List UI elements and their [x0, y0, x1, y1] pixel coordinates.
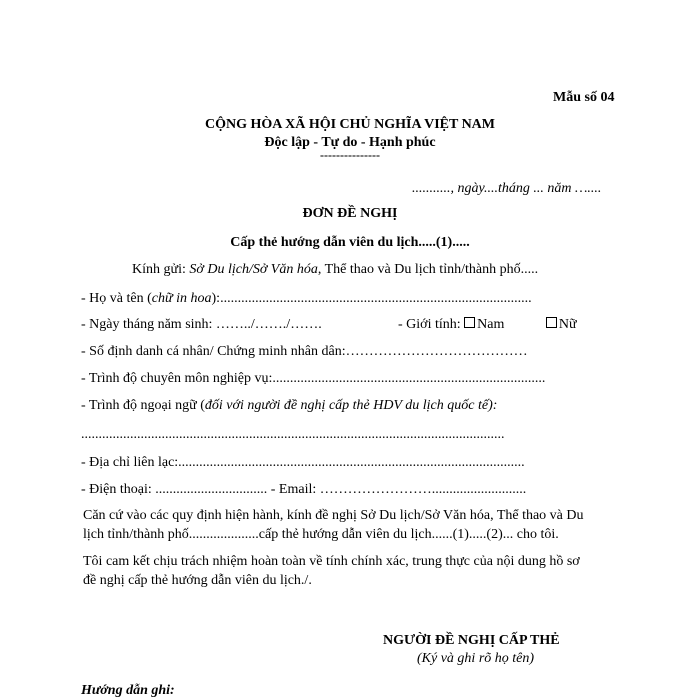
id-field: - Số định danh cá nhân/ Chứng minh nhân dân:…………………………………: [81, 344, 528, 359]
addressee-recipient: Sở Du lịch/Sở Văn hóa: [189, 262, 318, 277]
gender-label: - Giới tính:: [398, 317, 461, 332]
name-note: chữ in hoa: [151, 291, 212, 306]
commitment-paragraph-line-1: Tôi cam kết chịu trách nhiệm hoàn toàn về tính chính xác, trung thực của nội dung hồ sơ: [83, 554, 580, 569]
form-number: Mẫu số 04: [553, 90, 615, 105]
addressee-prefix: Kính gửi:: [132, 262, 190, 277]
guide-heading: Hướng dẫn ghi:: [81, 683, 175, 698]
header-rule: ---------------: [320, 148, 380, 162]
signature-title: NGƯỜI ĐỀ NGHỊ CẤP THẺ: [383, 633, 560, 648]
language-note: đối với người đề nghị cấp thẻ HDV du lịch quốc tế):: [204, 398, 498, 413]
dob-field: - Ngày tháng năm sinh: ……../……./…….: [81, 317, 322, 332]
addressee-line: [132, 262, 538, 278]
motto: Độc lập - Tự do - Hạnh phúc: [264, 135, 436, 150]
female-checkbox: [546, 317, 557, 328]
gender-field: [398, 317, 577, 333]
phone-email-field: - Điện thoại: ................................ - Email: ……………………...........................: [81, 482, 527, 497]
male-checkbox: [464, 317, 475, 328]
document-subtitle: Cấp thẻ hướng dẫn viên du lịch.....(1).....: [230, 235, 470, 250]
name-label: - Họ và tên (: [81, 291, 152, 306]
request-paragraph-line-1: Căn cứ vào các quy định hiện hành, kính đề nghị Sở Du lịch/Sở Văn hóa, Thể thao và Du: [83, 508, 584, 523]
language-label: - Trình độ ngoại ngữ (: [81, 398, 205, 413]
addressee-suffix: , Thể thao và Du lịch tỉnh/thành phố.....: [317, 262, 539, 277]
request-paragraph-line-2: lịch tỉnh/thành phố....................cấp thẻ hướng dẫn viên du lịch......(1).....(2)... cho tôi.: [83, 527, 559, 542]
language-dots: .........................................................................................................................: [81, 427, 505, 442]
country-name: CỘNG HÒA XÃ HỘI CHỦ NGHĨA VIỆT NAM: [204, 117, 495, 132]
document-title: ĐƠN ĐỀ NGHỊ: [302, 206, 398, 221]
address-field: - Địa chỉ liên lạc:...................................................................................................: [81, 455, 525, 470]
language-field: [81, 398, 497, 414]
male-label: Nam: [477, 317, 505, 332]
date-line: ..........., ngày....tháng ... năm …....: [412, 181, 602, 196]
signature-note: (Ký và ghi rõ họ tên): [417, 651, 535, 666]
name-field: [81, 291, 532, 307]
qualification-field: - Trình độ chuyên môn nghiệp vụ:..............................................................................: [81, 371, 546, 386]
name-dots: ):.........................................................................................: [211, 291, 532, 306]
commitment-paragraph-line-2: đề nghị cấp thẻ hướng dẫn viên du lịch./.: [83, 573, 312, 588]
female-label: Nữ: [558, 317, 577, 332]
